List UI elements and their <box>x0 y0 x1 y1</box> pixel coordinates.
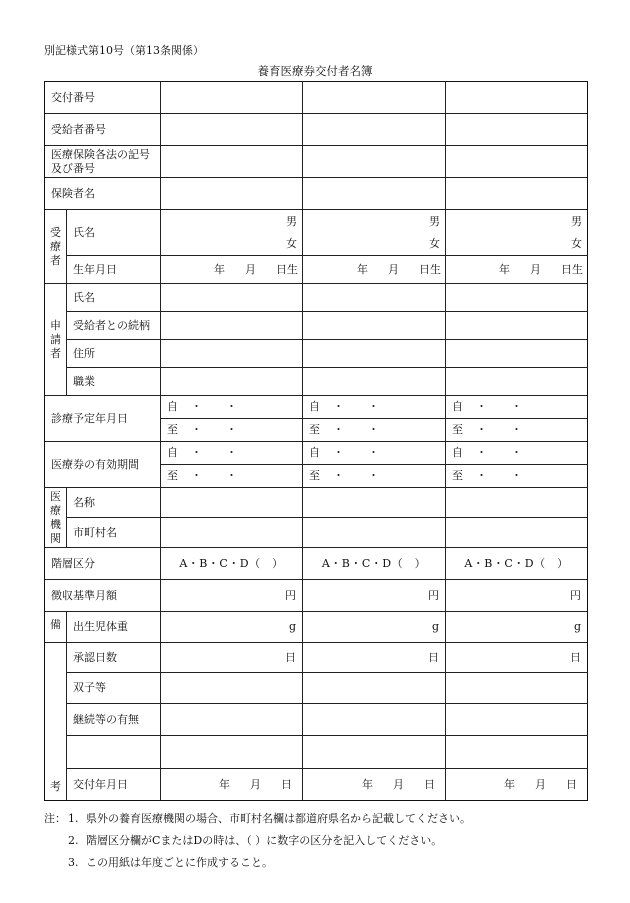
cell-to-date[interactable] <box>303 419 446 442</box>
label-twins: 双子等 <box>67 673 161 704</box>
cell-entry[interactable] <box>446 704 588 736</box>
row-continuation <box>45 704 588 736</box>
cell-entry[interactable] <box>303 488 446 518</box>
cell-days[interactable]: 日 <box>161 643 303 673</box>
row-address <box>45 340 588 368</box>
cell-entry[interactable] <box>303 82 446 114</box>
cell-from-date[interactable] <box>161 442 303 465</box>
cell-issue-date[interactable] <box>446 769 588 801</box>
cell-from-date[interactable] <box>446 396 588 419</box>
label-applicant-name: 氏名 <box>67 284 161 312</box>
label-line: 医療保険各法の記号 <box>51 147 150 161</box>
cell-entry[interactable] <box>161 312 303 340</box>
remarks-spacer <box>45 704 67 736</box>
cell-entry[interactable] <box>303 518 446 548</box>
dot-separator: ・ <box>476 423 487 437</box>
remarks-label-bottom: 考 <box>45 769 67 801</box>
label-treatment-period: 診療予定年月日 <box>45 396 161 442</box>
year-label: 年 <box>362 777 373 791</box>
male-label: 男 <box>429 214 440 228</box>
day-label: 日 <box>281 777 292 791</box>
row-recipient-number <box>45 114 588 146</box>
dot-separator: ・ <box>511 423 522 437</box>
remarks-spacer <box>45 643 67 673</box>
dot-separator: ・ <box>333 469 344 483</box>
group-char: 請 <box>50 332 61 346</box>
row-validity-from <box>45 442 588 465</box>
to-label: 至 <box>452 469 463 483</box>
to-label: 至 <box>167 423 178 437</box>
label-birth-date: 生年月日 <box>67 256 161 284</box>
note-text: 階層区分欄がCまたはDの時は、（ ）に数字の区分を記入してください。 <box>86 834 443 847</box>
to-label: 至 <box>452 423 463 437</box>
row-applicant-name <box>45 284 588 312</box>
dot-separator: ・ <box>226 469 237 483</box>
dot-separator: ・ <box>368 400 379 414</box>
to-label: 至 <box>167 469 178 483</box>
cell-gram[interactable]: g <box>303 612 446 643</box>
label-relationship: 受給者との続柄 <box>67 312 161 340</box>
row-blank <box>45 736 588 769</box>
group-char: 者 <box>50 346 61 360</box>
row-monthly-base <box>45 580 588 612</box>
page-title: 養育医療券交付者名簿 <box>257 64 373 78</box>
cell-entry[interactable] <box>161 368 303 396</box>
month-label: 月 <box>530 262 541 276</box>
label-monthly-base: 徴収基準月額 <box>45 580 161 612</box>
dot-separator: ・ <box>333 446 344 460</box>
note-item <box>44 808 471 830</box>
cell-tier-options[interactable]: A・B・C・D（ ） <box>161 548 303 580</box>
row-issue-number <box>45 82 588 114</box>
label-continuation: 継続等の有無 <box>67 704 161 736</box>
from-label: 自 <box>309 400 320 414</box>
group-char: 療 <box>50 239 61 253</box>
month-label: 月 <box>535 777 546 791</box>
cell-to-date[interactable] <box>161 465 303 488</box>
cell-entry[interactable] <box>161 340 303 368</box>
row-insurance-code <box>45 146 588 178</box>
cell-sex[interactable] <box>446 210 588 256</box>
label-municipality: 市町村名 <box>67 518 161 548</box>
cell-issue-date[interactable] <box>303 769 446 801</box>
row-issue-date <box>45 769 588 801</box>
group-char: 受 <box>50 225 61 239</box>
label-birth-weight: 出生児体重 <box>67 612 161 643</box>
row-birth-weight <box>45 612 588 643</box>
cell-entry[interactable] <box>161 518 303 548</box>
cell-entry[interactable] <box>161 114 303 146</box>
note-text: 県外の養育医療機関の場合、市町村名欄は都道府県名から記載してください。 <box>86 812 471 825</box>
cell-days[interactable]: 日 <box>446 643 588 673</box>
label-insurer-name: 保険者名 <box>45 178 161 210</box>
cell-issue-date[interactable] <box>161 769 303 801</box>
day-label: 日 <box>424 777 435 791</box>
label-tier: 階層区分 <box>45 548 161 580</box>
label-line: 及び番号 <box>51 161 95 175</box>
to-label: 至 <box>309 469 320 483</box>
birth-day-label: 日生 <box>419 262 441 276</box>
remarks-spacer <box>45 736 67 769</box>
note-item <box>44 852 471 874</box>
cell-from-date[interactable] <box>161 396 303 419</box>
year-label: 年 <box>219 777 230 791</box>
cell-entry[interactable] <box>303 736 446 769</box>
row-insurer-name <box>45 178 588 210</box>
dot-separator: ・ <box>333 423 344 437</box>
month-label: 月 <box>388 262 399 276</box>
cell-entry[interactable] <box>446 736 588 769</box>
label-name: 氏名 <box>67 210 161 256</box>
label-issue-number: 交付番号 <box>45 82 161 114</box>
group-char: 機 <box>50 517 61 531</box>
dot-separator: ・ <box>368 423 379 437</box>
female-label: 女 <box>571 236 582 250</box>
notes-label: 注： <box>44 812 66 825</box>
row-tier <box>45 548 588 580</box>
month-label: 月 <box>245 262 256 276</box>
cell-from-date[interactable] <box>303 442 446 465</box>
cell-entry[interactable] <box>303 340 446 368</box>
cell-entry[interactable] <box>446 673 588 704</box>
cell-entry[interactable] <box>303 368 446 396</box>
cell-entry[interactable] <box>446 178 588 210</box>
from-label: 自 <box>167 446 178 460</box>
dot-separator: ・ <box>368 469 379 483</box>
cell-entry[interactable] <box>161 673 303 704</box>
cell-yen[interactable]: 円 <box>161 580 303 612</box>
row-approved-days <box>45 643 588 673</box>
cell-gram[interactable]: g <box>446 612 588 643</box>
cell-sex[interactable] <box>161 210 303 256</box>
cell-yen[interactable]: 円 <box>446 580 588 612</box>
group-char: 申 <box>50 318 61 332</box>
row-twins <box>45 673 588 704</box>
label-ticket-validity: 医療券の有効期間 <box>45 442 161 488</box>
cell-entry[interactable] <box>161 82 303 114</box>
cell-entry[interactable] <box>446 488 588 518</box>
cell-entry[interactable] <box>303 673 446 704</box>
dot-separator: ・ <box>226 446 237 460</box>
year-label: 年 <box>214 262 225 276</box>
group-char: 者 <box>50 253 61 267</box>
birth-day-label: 日生 <box>276 262 298 276</box>
birth-day-label: 日生 <box>561 262 583 276</box>
cell-entry[interactable] <box>161 146 303 178</box>
cell-to-date[interactable] <box>303 465 446 488</box>
cell-entry[interactable] <box>161 704 303 736</box>
from-label: 自 <box>167 400 178 414</box>
cell-entry[interactable] <box>161 736 303 769</box>
dot-separator: ・ <box>476 400 487 414</box>
label-institution-name: 名称 <box>67 488 161 518</box>
cell-entry[interactable] <box>446 82 588 114</box>
cell-yen[interactable]: 円 <box>303 580 446 612</box>
row-occupation <box>45 368 588 396</box>
group-label-applicant <box>45 284 67 396</box>
label-recipient-number: 受給者番号 <box>45 114 161 146</box>
group-label-institution <box>45 488 67 548</box>
label-approved-days: 承認日数 <box>67 643 161 673</box>
cell-birth-date[interactable] <box>446 256 588 284</box>
row-municipality <box>45 518 588 548</box>
group-label-patient <box>45 210 67 284</box>
month-label: 月 <box>250 777 261 791</box>
cell-sex[interactable] <box>303 210 446 256</box>
cell-entry[interactable] <box>161 178 303 210</box>
note-number: 3. <box>68 856 79 869</box>
to-label: 至 <box>309 423 320 437</box>
dot-separator: ・ <box>191 400 202 414</box>
cell-entry[interactable] <box>303 178 446 210</box>
dot-separator: ・ <box>476 469 487 483</box>
remarks-spacer <box>45 673 67 704</box>
year-label: 年 <box>504 777 515 791</box>
row-patient-name <box>45 210 588 256</box>
cell-gram[interactable]: g <box>161 612 303 643</box>
dot-separator: ・ <box>226 400 237 414</box>
from-label: 自 <box>452 446 463 460</box>
note-item <box>44 830 471 852</box>
cell-entry[interactable] <box>446 340 588 368</box>
group-char: 療 <box>50 503 61 517</box>
cell-entry[interactable] <box>446 518 588 548</box>
cell-entry[interactable] <box>161 284 303 312</box>
cell-entry[interactable] <box>303 146 446 178</box>
cell-entry[interactable] <box>303 312 446 340</box>
dot-separator: ・ <box>191 469 202 483</box>
cell-entry[interactable] <box>446 284 588 312</box>
year-label: 年 <box>357 262 368 276</box>
dot-separator: ・ <box>368 446 379 460</box>
cell-entry[interactable] <box>446 368 588 396</box>
dot-separator: ・ <box>333 400 344 414</box>
cell-entry[interactable] <box>446 114 588 146</box>
group-char: 医 <box>50 489 61 503</box>
dot-separator: ・ <box>476 446 487 460</box>
cell-tier-options[interactable]: A・B・C・D（ ） <box>446 548 588 580</box>
note-text: この用紙は年度ごとに作成すること。 <box>86 856 273 869</box>
group-char: 関 <box>50 531 61 545</box>
label-blank[interactable] <box>67 736 161 769</box>
label-address: 住所 <box>67 340 161 368</box>
form-number: 別記様式第10号（第13条関係） <box>44 44 204 57</box>
row-birth-date <box>45 256 588 284</box>
cell-tier-options[interactable]: A・B・C・D（ ） <box>303 548 446 580</box>
cell-entry[interactable] <box>303 284 446 312</box>
cell-days[interactable]: 日 <box>303 643 446 673</box>
cell-entry[interactable] <box>303 704 446 736</box>
dot-separator: ・ <box>511 469 522 483</box>
female-label: 女 <box>429 236 440 250</box>
dot-separator: ・ <box>226 423 237 437</box>
cell-entry[interactable] <box>161 488 303 518</box>
cell-to-date[interactable] <box>446 419 588 442</box>
cell-entry[interactable] <box>446 312 588 340</box>
remarks-label-top: 備 <box>45 612 67 643</box>
from-label: 自 <box>452 400 463 414</box>
cell-from-date[interactable] <box>303 396 446 419</box>
note-number: 1. <box>68 812 79 825</box>
note-number: 2. <box>68 834 79 847</box>
male-label: 男 <box>571 214 582 228</box>
notes <box>44 808 471 874</box>
row-relationship <box>45 312 588 340</box>
cell-birth-date[interactable] <box>161 256 303 284</box>
male-label: 男 <box>286 214 297 228</box>
month-label: 月 <box>393 777 404 791</box>
register-table <box>44 81 588 801</box>
year-label: 年 <box>499 262 510 276</box>
cell-entry[interactable] <box>446 146 588 178</box>
cell-birth-date[interactable] <box>303 256 446 284</box>
cell-entry[interactable] <box>303 114 446 146</box>
cell-from-date[interactable] <box>446 442 588 465</box>
dot-separator: ・ <box>511 400 522 414</box>
day-label: 日 <box>566 777 577 791</box>
row-institution-name <box>45 488 588 518</box>
label-insurance-code <box>45 146 161 178</box>
row-treatment-from <box>45 396 588 419</box>
cell-to-date[interactable] <box>446 465 588 488</box>
cell-to-date[interactable] <box>161 419 303 442</box>
female-label: 女 <box>286 236 297 250</box>
label-occupation: 職業 <box>67 368 161 396</box>
label-issue-date: 交付年月日 <box>67 769 161 801</box>
from-label: 自 <box>309 446 320 460</box>
dot-separator: ・ <box>191 446 202 460</box>
dot-separator: ・ <box>191 423 202 437</box>
dot-separator: ・ <box>511 446 522 460</box>
